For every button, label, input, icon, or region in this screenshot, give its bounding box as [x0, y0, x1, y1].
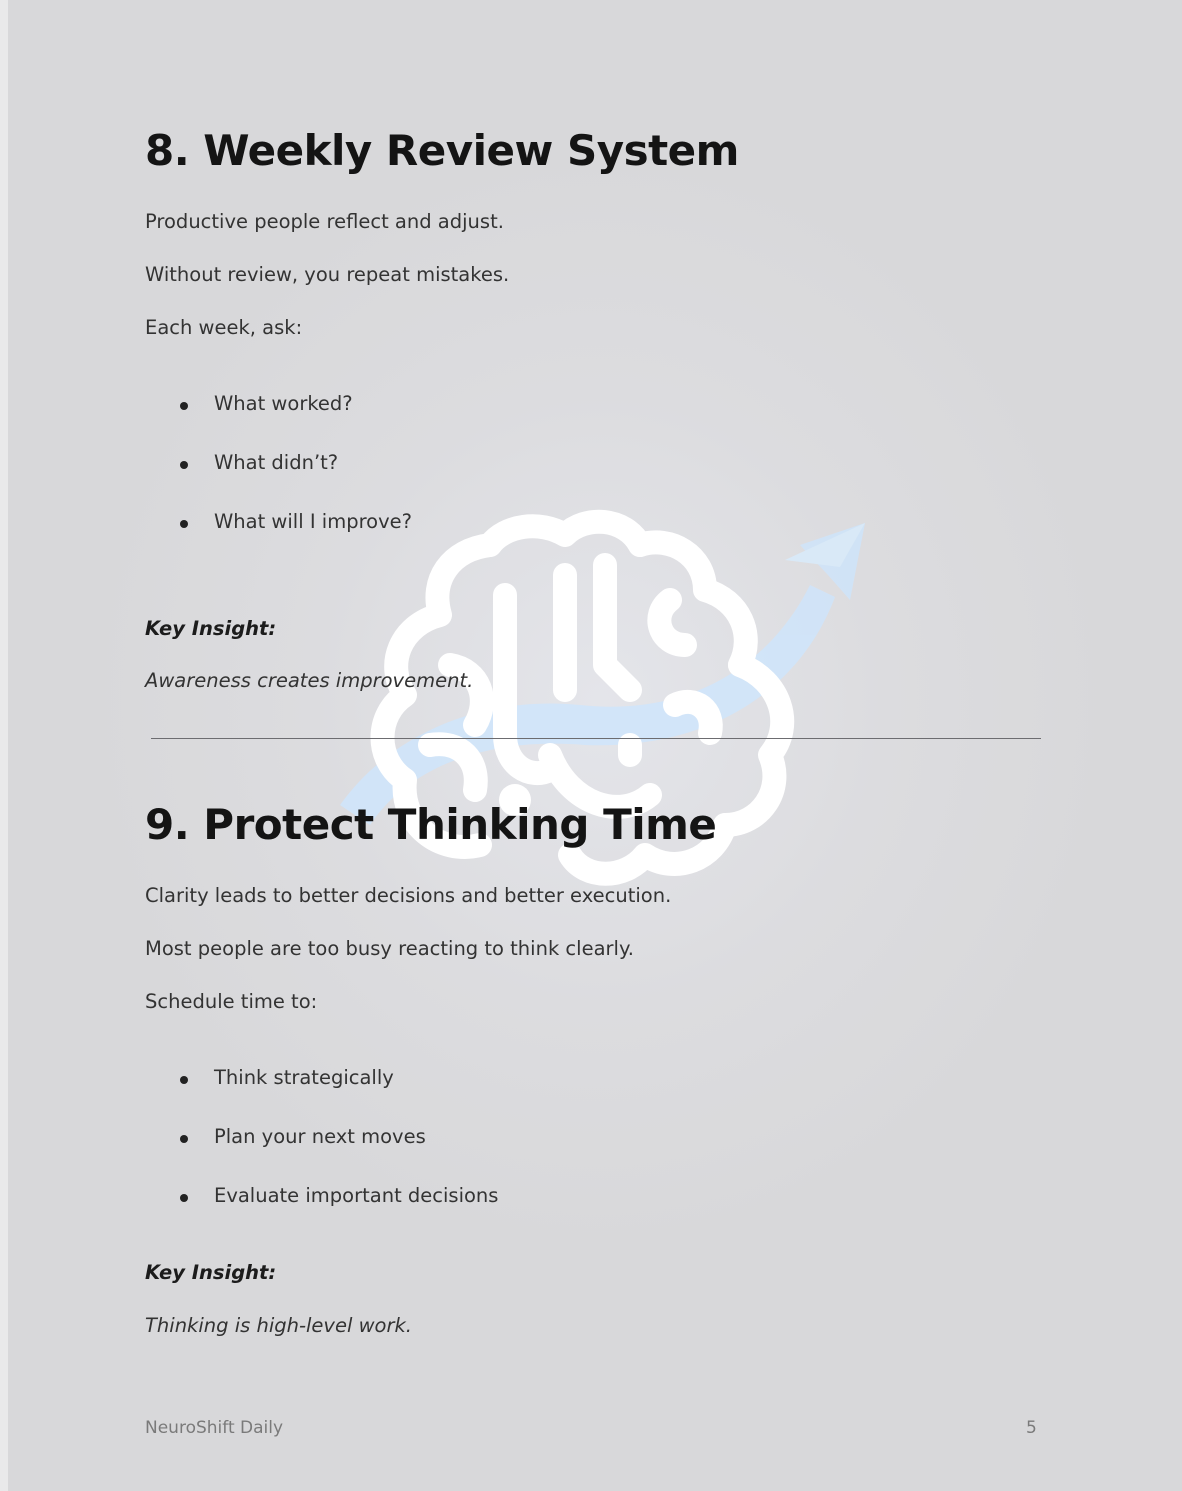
- footer-brand: NeuroShift Daily: [145, 1418, 284, 1438]
- bullet-icon: [180, 520, 188, 528]
- list-item-text: What will I improve?: [214, 510, 412, 533]
- bullet-icon: [180, 402, 188, 410]
- section-divider: [151, 738, 1041, 739]
- key-insight-label: Key Insight:: [145, 1261, 277, 1284]
- paragraph: Without review, you repeat mistakes.: [145, 263, 510, 286]
- list-item-text: Think strategically: [214, 1066, 394, 1089]
- bullet-icon: [180, 461, 188, 469]
- section-heading: 8. Weekly Review System: [145, 126, 739, 175]
- paragraph: Clarity leads to better decisions and better execution.: [145, 884, 672, 907]
- page-number: 5: [1026, 1418, 1037, 1438]
- list-item-text: What worked?: [214, 392, 353, 415]
- key-insight-text: Thinking is high-level work.: [145, 1314, 412, 1337]
- list-item-text: What didn’t?: [214, 451, 339, 474]
- bullet-icon: [180, 1135, 188, 1143]
- paragraph: Productive people reflect and adjust.: [145, 210, 504, 233]
- bullet-icon: [180, 1076, 188, 1084]
- paragraph: Most people are too busy reacting to think clearly.: [145, 937, 634, 960]
- key-insight-text: Awareness creates improvement.: [145, 669, 474, 692]
- bullet-icon: [180, 1194, 188, 1202]
- section-heading: 9. Protect Thinking Time: [145, 800, 717, 849]
- key-insight-label: Key Insight:: [145, 617, 277, 640]
- paragraph: Schedule time to:: [145, 990, 318, 1013]
- list-item-text: Evaluate important decisions: [214, 1184, 499, 1207]
- list-item-text: Plan your next moves: [214, 1125, 426, 1148]
- paragraph: Each week, ask:: [145, 316, 303, 339]
